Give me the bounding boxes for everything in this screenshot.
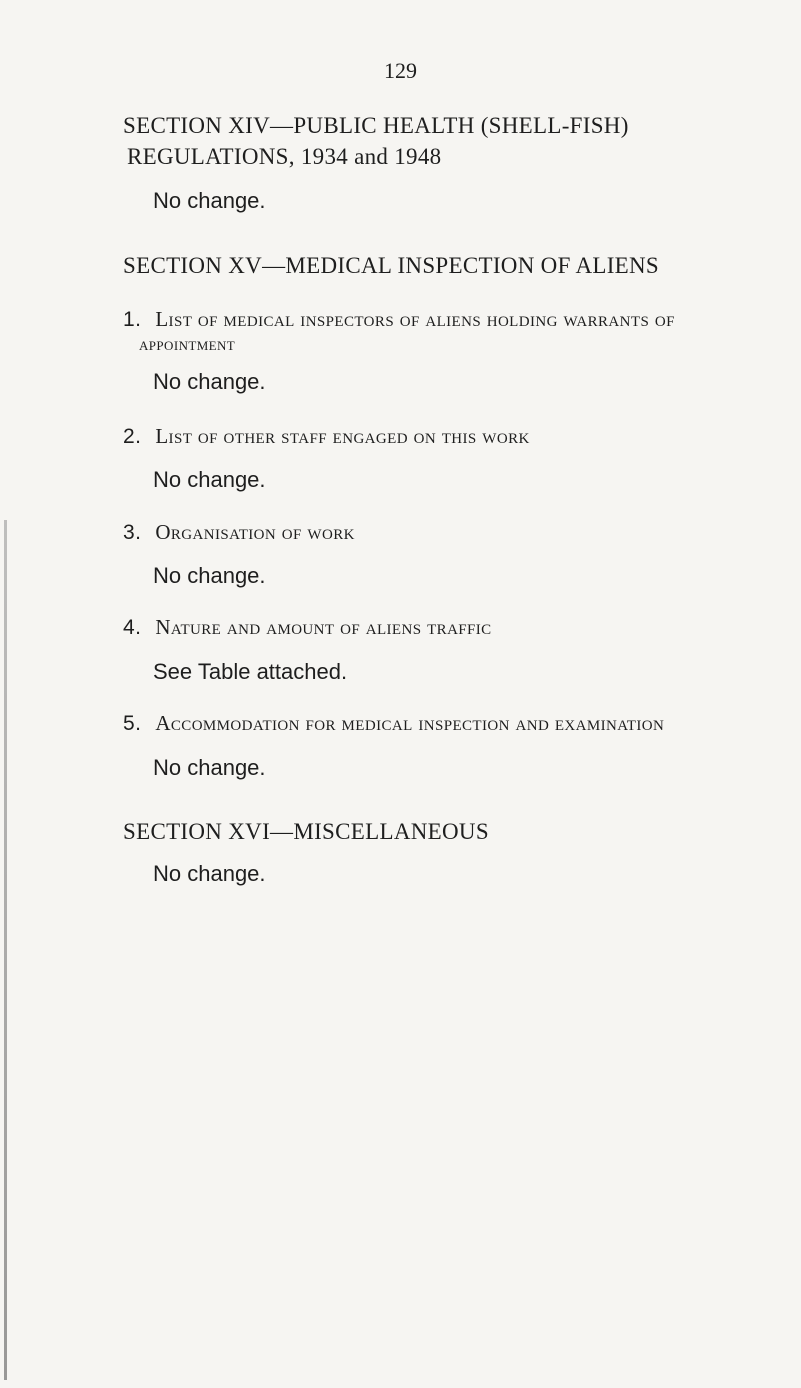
item-1-title: List of medical inspectors of aliens holding warrants of bbox=[155, 307, 675, 331]
item-2-number: 2. bbox=[123, 425, 142, 448]
item-3-text: No change. bbox=[153, 563, 266, 588]
section-xiv-title-line2: REGULATIONS, 1934 and 1948 bbox=[127, 144, 442, 170]
item-2-text: No change. bbox=[153, 467, 266, 492]
section-xv-heading: SECTION XV—MEDICAL INSPECTION OF ALIENS bbox=[123, 253, 660, 278]
item-5-text: No change. bbox=[153, 755, 266, 780]
page-number: 129 bbox=[384, 58, 417, 83]
item-1-number: 1. bbox=[123, 308, 142, 331]
item-5-heading bbox=[123, 711, 664, 736]
item-1-heading bbox=[123, 307, 675, 355]
item-1-title-cont: appointment bbox=[139, 334, 236, 354]
item-4-title: Nature and amount of aliens traffic bbox=[155, 615, 492, 639]
item-3-heading bbox=[123, 520, 355, 545]
item-5-title: Accommodation for medical inspection and examination bbox=[155, 711, 665, 735]
item-4-number: 4. bbox=[123, 616, 142, 639]
item-1-text: No change. bbox=[153, 369, 266, 394]
item-4-heading bbox=[123, 615, 492, 640]
section-xvi-text: No change. bbox=[153, 861, 266, 886]
section-xiv-title-line1: SECTION XIV—PUBLIC HEALTH (SHELL-FISH) bbox=[123, 113, 629, 138]
item-2-title: List of other staff engaged on this work bbox=[155, 424, 530, 448]
binding-edge-shadow bbox=[4, 520, 7, 1380]
section-xiv-heading bbox=[123, 110, 629, 172]
section-xiv-text: No change. bbox=[153, 188, 266, 213]
item-3-title: Organisation of work bbox=[155, 520, 355, 544]
item-2-heading bbox=[123, 424, 530, 449]
item-5-number: 5. bbox=[123, 712, 142, 735]
item-4-text: See Table attached. bbox=[153, 659, 348, 684]
item-3-number: 3. bbox=[123, 521, 142, 544]
section-xvi-heading: SECTION XVI—MISCELLANEOUS bbox=[123, 819, 489, 844]
